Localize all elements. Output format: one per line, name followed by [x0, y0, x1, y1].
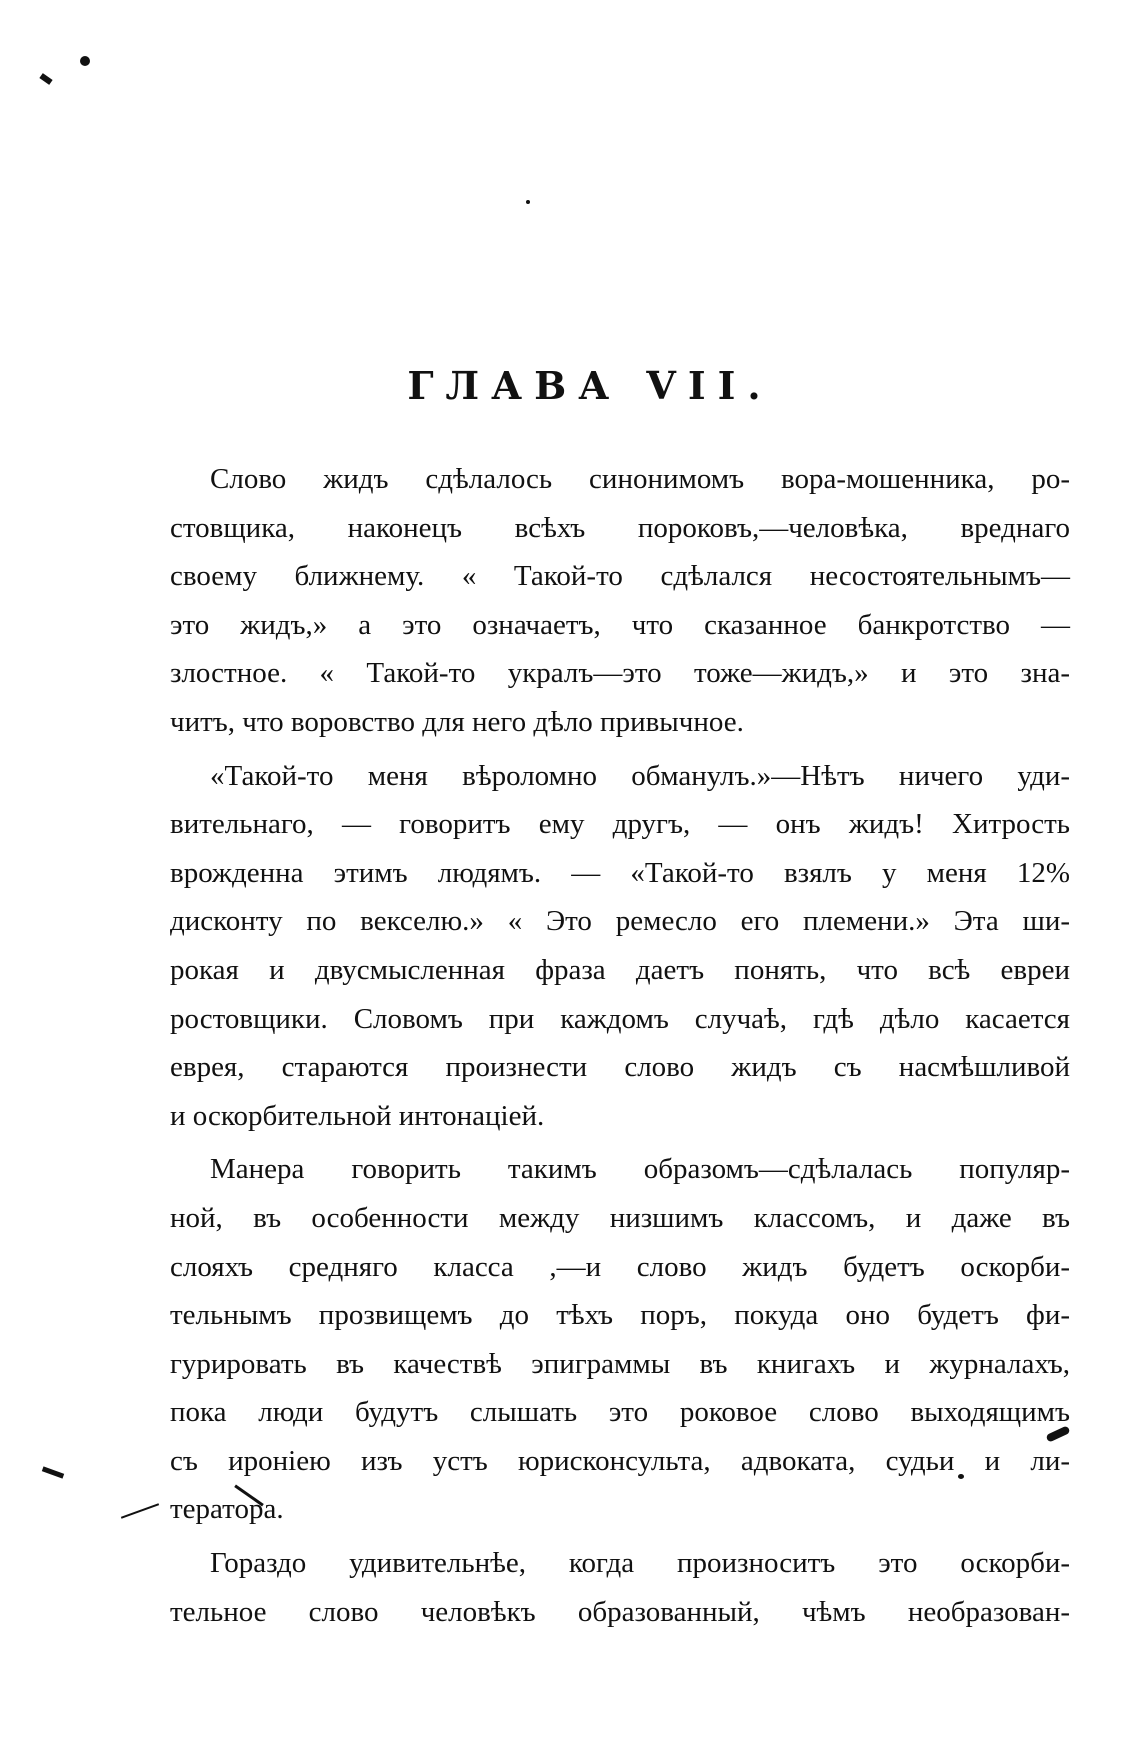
- ink-speck: [39, 73, 52, 85]
- ink-speck: [121, 1503, 159, 1519]
- text-line: Манера говорить такимъ образомъ—сдѣлалась популяр-: [210, 1153, 1070, 1186]
- ink-speck: [42, 1466, 64, 1478]
- text-line: Гораздо удивительнѣе, когда произноситъ это оскорби-: [210, 1547, 1070, 1580]
- paragraph: [170, 752, 1070, 1141]
- ink-speck: [526, 200, 530, 204]
- text-line: пока люди будутъ слышать это роковое слово выходящимъ: [170, 1396, 1070, 1429]
- text-line: злостное. « Такой-то укралъ—это тоже—жидъ,» и это зна-: [170, 657, 1070, 690]
- text-line: вительнаго, — говоритъ ему другъ, — онъ жидъ! Хитрость: [170, 808, 1070, 841]
- text-line: это жидъ,» а это означаетъ, что сказанное банкротство —: [170, 608, 1070, 641]
- paragraph: [170, 1539, 1070, 1636]
- paragraph: [170, 1145, 1070, 1534]
- text-line: «Такой-то меня вѣроломно обманулъ.»—Нѣтъ ничего уди-: [210, 759, 1070, 792]
- text-line: своему ближнему. « Такой-то сдѣлался несостоятельнымъ—: [170, 560, 1070, 593]
- ink-speck: [80, 56, 90, 66]
- text-line: тельное слово человѣкъ образованный, чѣмъ необразован-: [170, 1595, 1070, 1628]
- chapter-title: ГЛАВА VII.: [407, 363, 773, 408]
- text-line: рокая и двусмысленная фраза даетъ понять, что всѣ евреи: [170, 953, 1070, 986]
- text-line: ной, въ особенности между низшимъ классомъ, и даже въ: [170, 1201, 1070, 1234]
- text-line: съ ироніею изъ устъ юрисконсульта, адвоката, судьи и ли-: [170, 1444, 1070, 1477]
- text-line: дисконту по векселю.» « Это ремесло его племени.» Эта ши-: [170, 905, 1070, 938]
- body-text: [170, 455, 1070, 1636]
- text-line: гурировать въ качествѣ эпиграммы въ книгахъ и журналахъ,: [170, 1347, 1070, 1380]
- text-line: ростовщики. Словомъ при каждомъ случаѣ, гдѣ дѣло касается: [170, 1002, 1070, 1035]
- text-line: Слово жидъ сдѣлалось синонимомъ вора-мошенника, ро-: [210, 463, 1070, 495]
- text-line: тератора.: [170, 1493, 284, 1526]
- text-line: стовщика, наконецъ всѣхъ пороковъ,—человѣка, вреднаго: [170, 511, 1070, 544]
- text-line: еврея, стараются произнести слово жидъ съ насмѣшливой: [170, 1051, 1070, 1084]
- text-line: слояхъ средняго класса ,—и слово жидъ будетъ оскорби-: [170, 1250, 1070, 1283]
- text-line: и оскорбительной интонаціей.: [170, 1099, 545, 1132]
- text-line: врожденна этимъ людямъ. — «Такой-то взялъ у меня 12%: [170, 856, 1070, 889]
- text-line: читъ, что воровство для него дѣло привычное.: [170, 705, 744, 738]
- text-line: тельнымъ прозвищемъ до тѣхъ поръ, покуда оно будетъ фи-: [170, 1299, 1070, 1332]
- paragraph: [170, 455, 1070, 747]
